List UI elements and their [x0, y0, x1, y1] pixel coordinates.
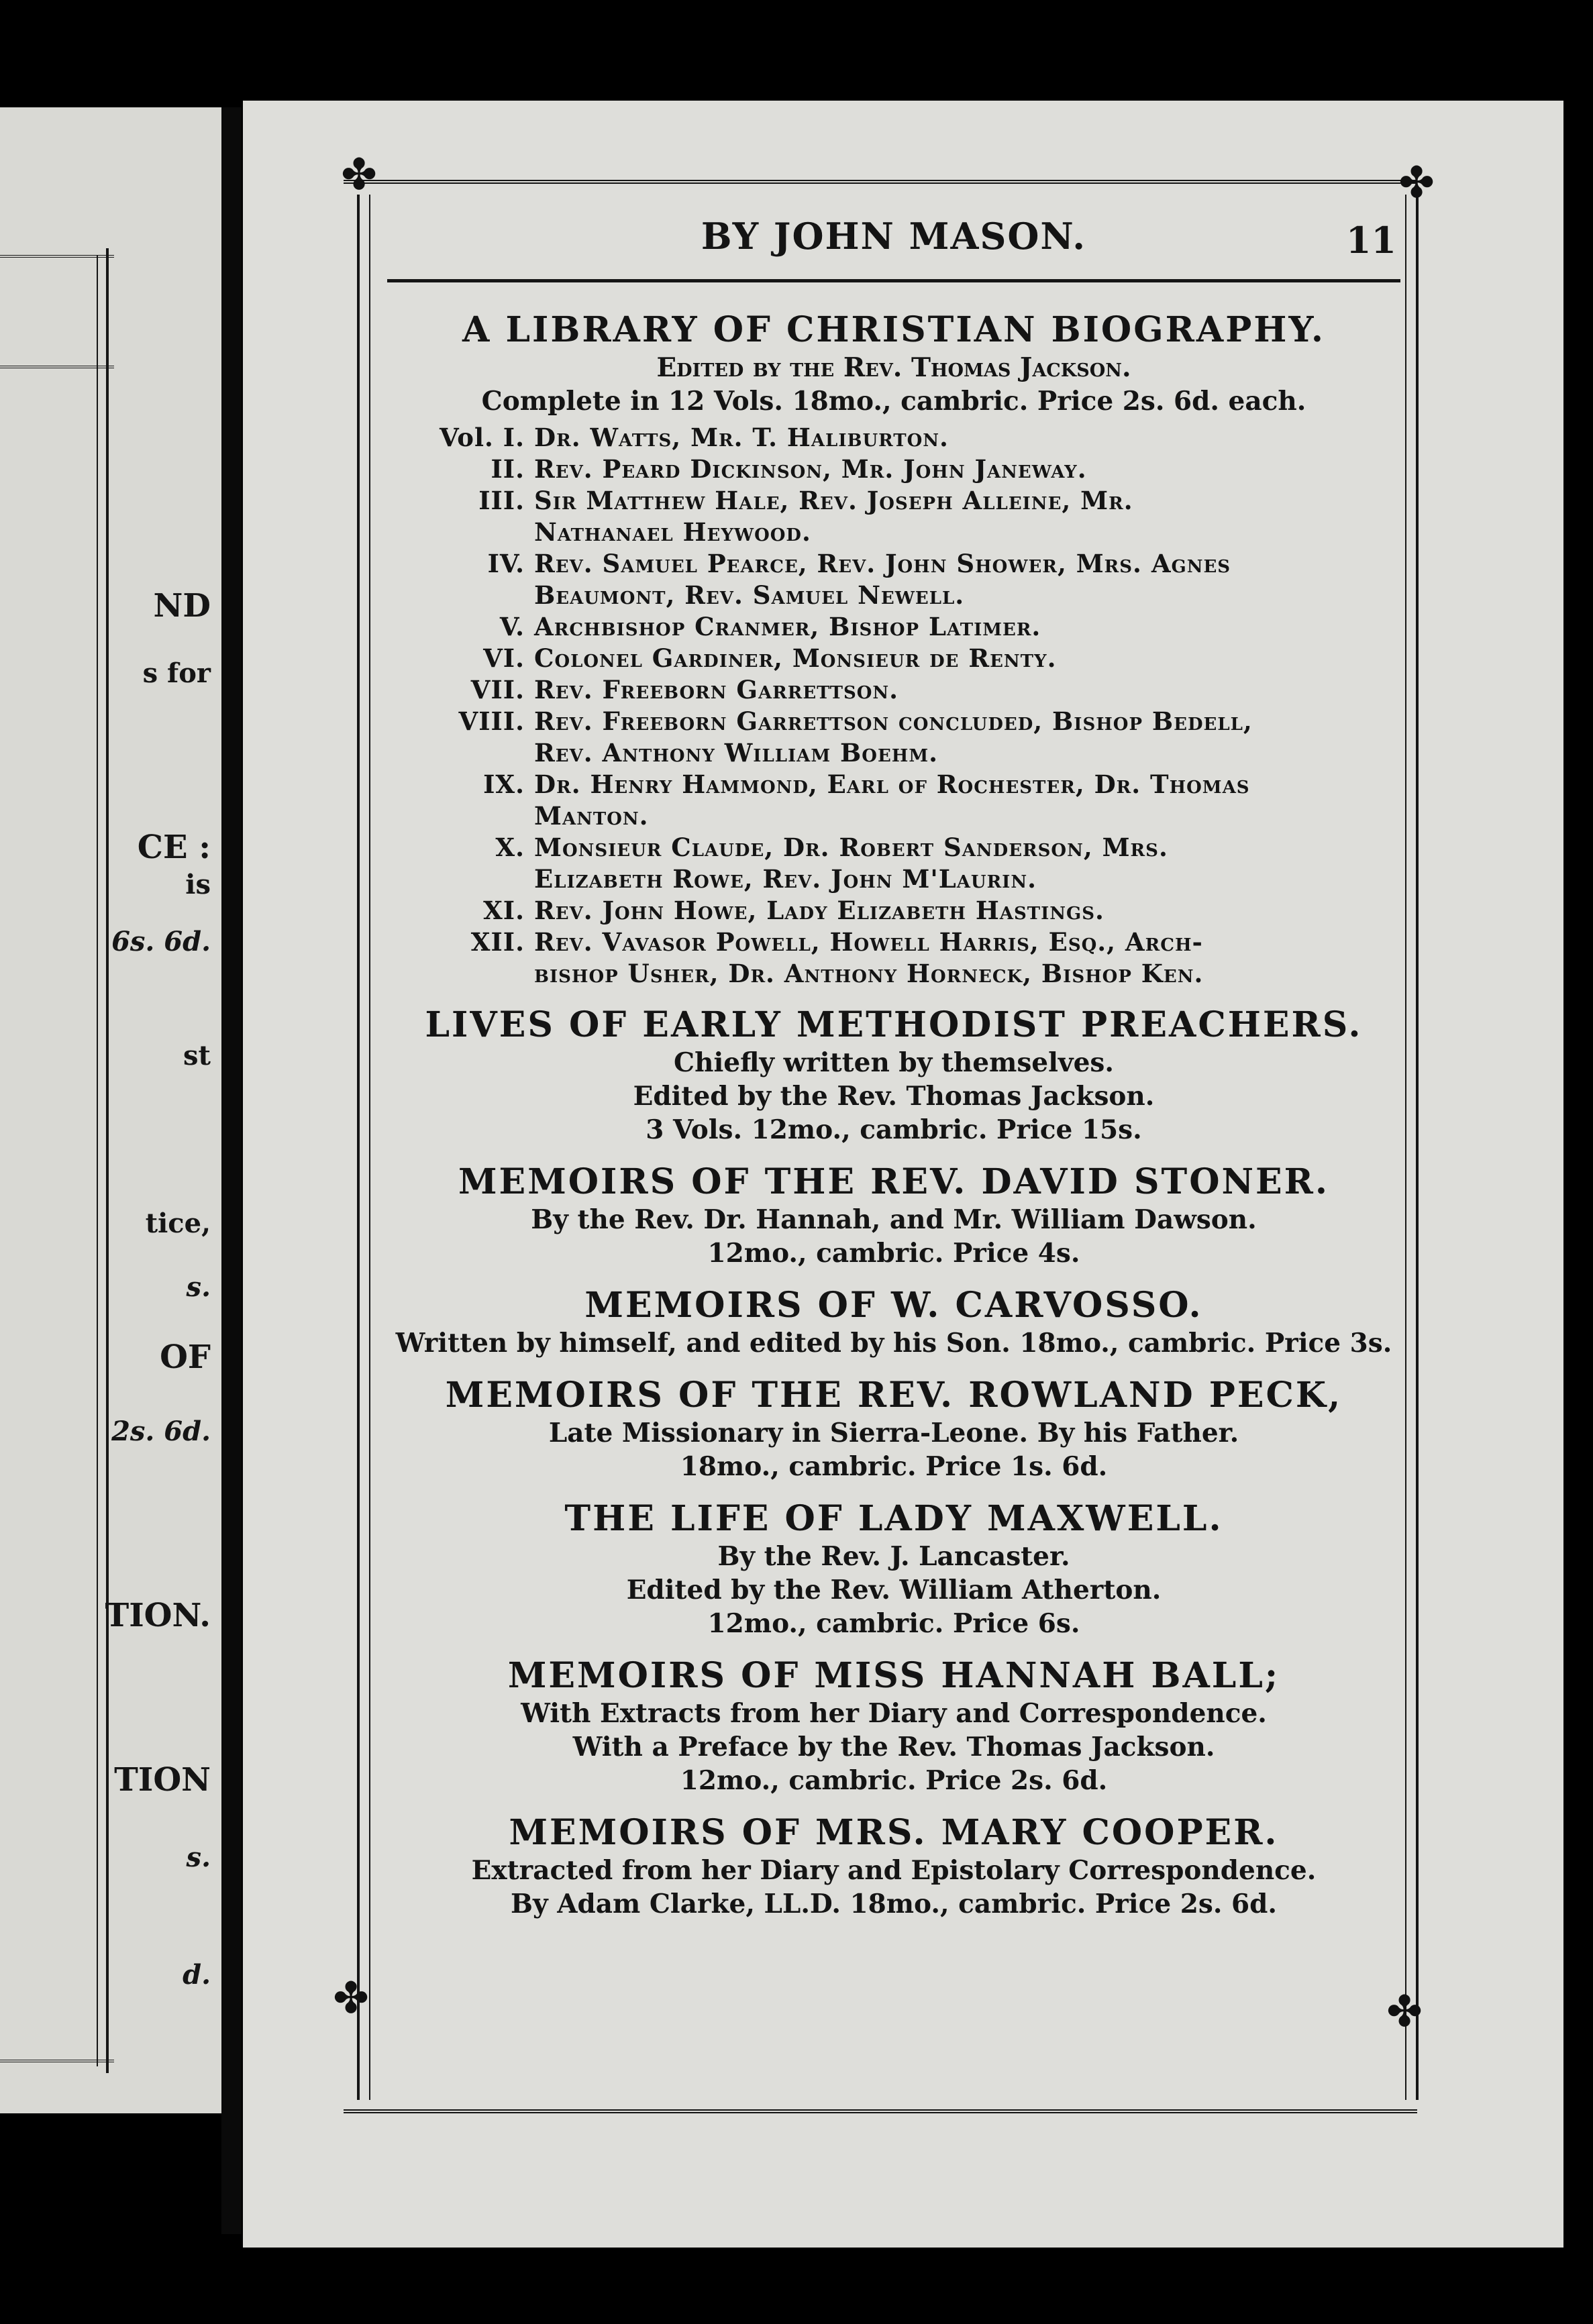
volume-contents: [534, 706, 1400, 769]
volume-contents-line: Colonel Gardiner, Monsieur de Renty.: [534, 643, 1057, 673]
corner-ornament-icon: ✤: [333, 1974, 369, 2023]
volume-contents: [534, 674, 1400, 706]
volume-number: VI.: [483, 643, 525, 673]
entry-line: By the Rev. J. Lancaster.: [717, 1541, 1070, 1572]
volume-contents: [534, 611, 1400, 643]
volume-contents-line: Dr. Henry Hammond, Earl of Rochester, Dr. Thomas: [534, 770, 1250, 799]
entry-details: Complete in 12 Vols. 18mo., cambric. Price 2s. 6d. each.: [481, 386, 1306, 417]
entry-line: 18mo., cambric. Price 1s. 6d.: [680, 1451, 1108, 1482]
book-entry: [387, 1498, 1400, 1640]
previous-page-text: d.: [183, 1959, 211, 1991]
book-entry: [387, 1375, 1400, 1483]
volume-contents-line: Sir Matthew Hale, Rev. Joseph Alleine, Mr.: [534, 486, 1133, 515]
previous-page-text: st: [183, 1040, 211, 1071]
volume-number: V.: [499, 612, 525, 641]
previous-page-bottom-rule: [0, 2060, 114, 2062]
volume-contents-line: Beaumont, Rev. Samuel Newell.: [534, 580, 965, 610]
volume-contents: [534, 422, 1400, 454]
previous-page-text: TION.: [105, 1597, 211, 1634]
entry-line: 12mo., cambric. Price 2s. 6d.: [680, 1765, 1108, 1796]
volume-number: X.: [495, 833, 525, 862]
entry-title: LIVES OF EARLY METHODIST PREACHERS.: [425, 1004, 1363, 1045]
page-number: 11: [1345, 219, 1396, 262]
entry-line: 12mo., cambric. Price 6s.: [707, 1608, 1080, 1639]
volume-item: [387, 706, 1400, 769]
volume-number: II.: [491, 454, 525, 484]
page-content: [387, 215, 1400, 1936]
volume-contents-line: Rev. Vavasor Powell, Howell Harris, Esq., Arch-: [534, 927, 1203, 957]
entry-line: Extracted from her Diary and Epistolary Correspondence.: [471, 1855, 1317, 1886]
volume-item: [387, 674, 1400, 706]
entry-title: MEMOIRS OF W. CARVOSSO.: [584, 1285, 1203, 1326]
entry-editor: Edited by the Rev. Thomas Jackson.: [656, 352, 1131, 383]
volume-contents-line: Rev. Freeborn Garrettson concluded, Bishop Bedell,: [534, 706, 1253, 736]
volume-contents-line: Rev. Samuel Pearce, Rev. John Shower, Mrs. Agnes: [534, 549, 1231, 578]
entry-line: Edited by the Rev. William Atherton.: [626, 1575, 1162, 1605]
entry-title: THE LIFE OF LADY MAXWELL.: [564, 1498, 1223, 1539]
entry-line: 3 Vols. 12mo., cambric. Price 15s.: [646, 1114, 1142, 1145]
entry-title: MEMOIRS OF THE REV. ROWLAND PECK,: [445, 1375, 1343, 1416]
book-entry: [387, 1812, 1400, 1921]
header-rule: [387, 279, 1400, 282]
volume-number: IX.: [483, 770, 525, 799]
volume-list: [387, 422, 1400, 990]
volume-number: VIII.: [458, 706, 525, 736]
volume-contents-line: Rev. Peard Dickinson, Mr. John Janeway.: [534, 454, 1087, 484]
volume-number: XI.: [483, 896, 525, 925]
entry-title: MEMOIRS OF MISS HANNAH BALL;: [507, 1655, 1280, 1696]
library-entry: [387, 309, 1400, 990]
volume-number: IV.: [487, 549, 525, 578]
entry-line: By Adam Clarke, LL.D. 18mo., cambric. Price 2s. 6d.: [511, 1889, 1277, 1919]
running-head: [387, 215, 1400, 270]
volume-item: [387, 895, 1400, 927]
previous-page-top-rule: [0, 255, 114, 258]
volume-number: III.: [478, 486, 525, 515]
entry-line: 12mo., cambric. Price 4s.: [707, 1238, 1080, 1269]
volume-number: XII.: [470, 927, 525, 957]
corner-ornament-icon: ✤: [1386, 1987, 1423, 2037]
volume-item: [387, 832, 1400, 895]
page-border-left-inner: [369, 195, 370, 2100]
volume-item: [387, 485, 1400, 548]
previous-page-text: s.: [186, 1842, 211, 1873]
volume-item: [387, 611, 1400, 643]
volume-contents-line: Elizabeth Rowe, Rev. John M'Laurin.: [534, 864, 1037, 894]
entry-line: With Extracts from her Diary and Correspondence.: [521, 1698, 1267, 1729]
book-entry: [387, 1161, 1400, 1270]
volume-contents-line: Archbishop Cranmer, Bishop Latimer.: [534, 612, 1041, 641]
page-border-left: [357, 195, 360, 2100]
volume-contents-line: Nathanael Heywood.: [534, 517, 811, 547]
volume-contents-line: Rev. Freeborn Garrettson.: [534, 675, 899, 704]
volume-item: [387, 548, 1400, 611]
volume-contents-line: Dr. Watts, Mr. T. Haliburton.: [534, 423, 949, 452]
corner-ornament-icon: ✤: [1398, 158, 1435, 208]
volume-contents-line: bishop Usher, Dr. Anthony Horneck, Bishop Ken.: [534, 959, 1204, 988]
volume-contents: [534, 643, 1400, 674]
previous-page-text: 2s. 6d.: [111, 1416, 211, 1447]
page-border-right: [1416, 195, 1419, 2100]
previous-page-text: 6s. 6d.: [111, 926, 211, 957]
entry-title: A LIBRARY OF CHRISTIAN BIOGRAPHY.: [462, 309, 1325, 350]
entry-line: Written by himself, and edited by his Son. 18mo., cambric. Price 3s.: [395, 1328, 1392, 1359]
previous-page-rule: [0, 366, 114, 368]
volume-contents: [534, 895, 1400, 927]
volume-contents-line: Manton.: [534, 801, 649, 831]
previous-page-border: [0, 248, 109, 2073]
previous-page-text: s for: [142, 657, 211, 689]
previous-page-text: OF: [160, 1338, 211, 1376]
entry-line: Edited by the Rev. Thomas Jackson.: [633, 1081, 1155, 1112]
corner-ornament-icon: ✤: [341, 150, 377, 200]
volume-item: [387, 927, 1400, 990]
volume-contents-line: Rev. Anthony William Boehm.: [534, 738, 938, 768]
book-page: [243, 101, 1563, 2248]
entry-line: Late Missionary in Sierra-Leone. By his Father.: [548, 1418, 1239, 1448]
entry-line: With a Preface by the Rev. Thomas Jackson.: [572, 1732, 1215, 1762]
volume-contents: [534, 832, 1400, 895]
volume-contents: [534, 454, 1400, 485]
previous-page-fragment: [0, 107, 221, 2113]
volume-item: [387, 769, 1400, 832]
entry-title: MEMOIRS OF MRS. MARY COOPER.: [509, 1812, 1279, 1853]
book-entry: [387, 1004, 1400, 1147]
entry-line: By the Rev. Dr. Hannah, and Mr. William Dawson.: [531, 1204, 1257, 1235]
volume-number: Vol. I.: [440, 423, 525, 452]
entry-line: Chiefly written by themselves.: [674, 1047, 1114, 1078]
book-gutter: [221, 107, 242, 2234]
previous-page-text: ND: [153, 587, 211, 625]
book-entry: [387, 1285, 1400, 1360]
volume-contents: [534, 485, 1400, 548]
volume-contents: [534, 927, 1400, 990]
volume-contents: [534, 548, 1400, 611]
volume-number: VII.: [470, 675, 525, 704]
previous-page-text: CE :: [137, 829, 211, 866]
previous-page-text: s.: [186, 1271, 211, 1303]
previous-page-text: tice,: [145, 1208, 211, 1239]
volume-item: [387, 454, 1400, 485]
volume-item: [387, 422, 1400, 454]
volume-contents-line: Rev. John Howe, Lady Elizabeth Hastings.: [534, 896, 1104, 925]
previous-page-text: TION: [114, 1761, 211, 1799]
volume-item: [387, 643, 1400, 674]
previous-page-text: is: [185, 869, 211, 900]
running-title: BY JOHN MASON.: [701, 215, 1087, 258]
volume-contents-line: Monsieur Claude, Dr. Robert Sanderson, Mrs.: [534, 833, 1168, 862]
page-border-right-inner: [1405, 195, 1406, 2100]
entry-title: MEMOIRS OF THE REV. DAVID STONER.: [458, 1161, 1329, 1202]
book-entry: [387, 1655, 1400, 1797]
volume-contents: [534, 769, 1400, 832]
